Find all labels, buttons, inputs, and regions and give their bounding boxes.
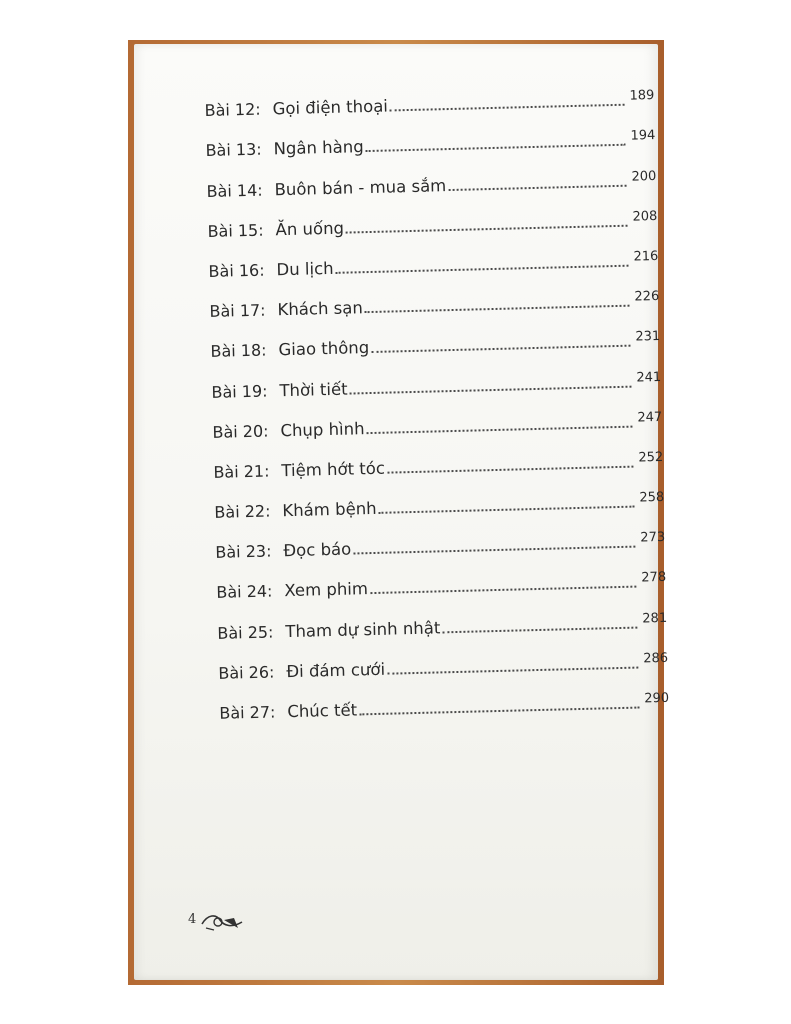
dot-leader <box>442 625 637 633</box>
lesson-number: Bài 26: <box>218 662 275 683</box>
dot-leader <box>387 464 633 473</box>
dot-leader <box>367 424 633 433</box>
lesson-number: Bài 15: <box>207 220 264 241</box>
lesson-title: Du lịch <box>276 258 334 280</box>
lesson-number: Bài 17: <box>209 300 266 322</box>
lesson-title: Xem phim <box>284 579 369 601</box>
dot-leader <box>387 665 638 674</box>
lesson-number: Bài 19: <box>211 381 268 402</box>
lesson-title: Tham dự sinh nhật <box>285 618 441 641</box>
lesson-number: Bài 20: <box>212 421 269 442</box>
lesson-title: Giao thông <box>278 338 370 360</box>
page-number: 216 <box>633 248 659 265</box>
page-number: 200 <box>631 168 657 185</box>
dot-leader <box>346 223 628 233</box>
lesson-number: Bài 12: <box>204 99 261 121</box>
lesson-number: Bài 13: <box>205 139 262 161</box>
lesson-title: Tiệm hớt tóc <box>281 458 386 481</box>
lesson-number: Bài 27: <box>219 702 276 723</box>
page-number: 286 <box>643 650 669 667</box>
page-number: 189 <box>629 88 655 104</box>
lesson-number: Bài 14: <box>206 180 263 201</box>
page-number: 273 <box>640 530 666 546</box>
lesson-title: Gọi điện thoại <box>272 96 389 119</box>
dot-leader <box>336 264 629 274</box>
lesson-title: Buôn bán - mua sắm <box>274 175 447 199</box>
page-number: 290 <box>644 690 670 707</box>
table-of-contents <box>204 75 670 729</box>
page-number: 226 <box>634 289 660 305</box>
folio-page-number: 4 <box>188 912 197 927</box>
lesson-number: Bài 21: <box>213 461 270 482</box>
lesson-title: Thời tiết <box>279 379 348 400</box>
page-number: 208 <box>632 208 658 225</box>
dot-leader <box>379 505 635 514</box>
lesson-title: Ăn uống <box>275 218 345 240</box>
lesson-title: Đọc báo <box>283 539 352 561</box>
lesson-number: Bài 22: <box>214 501 271 522</box>
lesson-number: Bài 23: <box>215 541 272 563</box>
page-number: 241 <box>636 369 662 386</box>
page-number: 252 <box>638 449 664 466</box>
dot-leader <box>371 344 630 353</box>
lesson-title: Chụp hình <box>280 418 365 440</box>
lesson-title: Ngân hàng <box>273 137 364 159</box>
lesson-title: Khách sạn <box>277 298 364 320</box>
dot-leader <box>366 143 626 152</box>
dot-leader <box>365 304 630 313</box>
dot-leader <box>359 706 639 716</box>
page-number: 247 <box>637 409 663 426</box>
page-number: 231 <box>635 329 661 345</box>
lesson-number: Bài 18: <box>210 340 267 362</box>
lesson-number: Bài 25: <box>217 622 274 643</box>
dot-leader <box>448 183 626 190</box>
dot-leader <box>390 103 625 112</box>
lesson-title: Khám bệnh <box>282 498 377 521</box>
lesson-title: Đi đám cưới <box>286 659 386 681</box>
page-number: 258 <box>639 489 665 506</box>
lesson-title: Chúc tết <box>287 700 358 722</box>
page-number: 194 <box>630 128 656 144</box>
lesson-number: Bài 16: <box>208 260 265 281</box>
dot-leader <box>353 545 635 555</box>
lesson-number: Bài 24: <box>216 581 273 603</box>
page-number: 281 <box>642 610 668 627</box>
ornament-icon <box>198 906 246 934</box>
dot-leader <box>370 585 636 595</box>
dot-leader <box>350 384 632 394</box>
page-number: 278 <box>641 570 667 586</box>
